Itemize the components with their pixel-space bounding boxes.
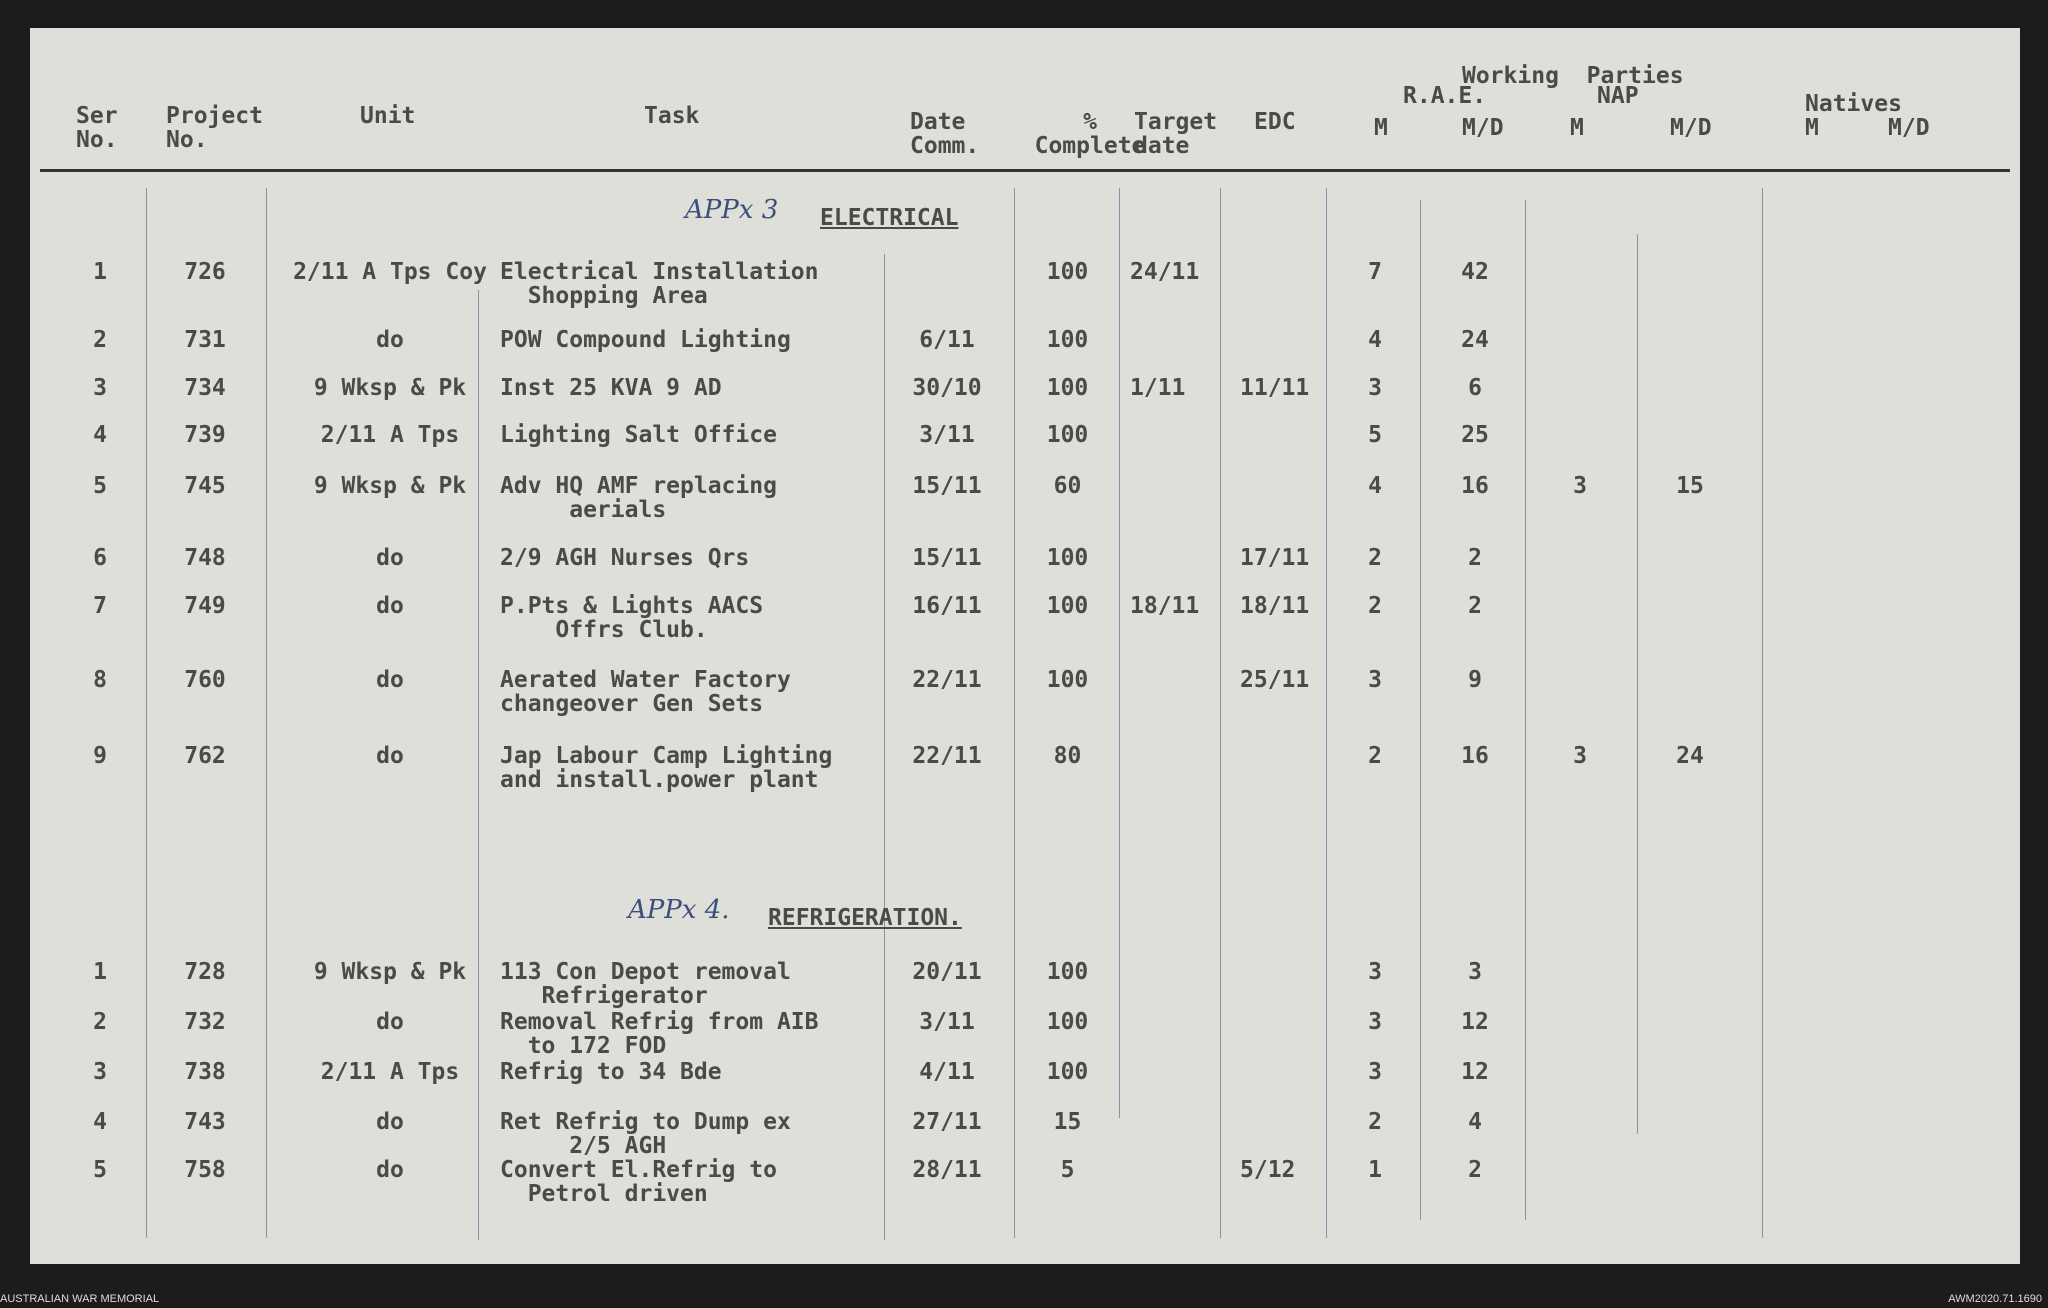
cell-date: 3/11 — [919, 422, 975, 448]
cell-ser: 4 — [93, 422, 107, 448]
cell-ser: 5 — [93, 1157, 107, 1183]
column-rule — [1326, 188, 1327, 1238]
header-pct-complete: % Complete — [1034, 109, 1146, 159]
cell-unit: do — [376, 1109, 404, 1135]
cell-unit: 9 Wksp & Pk — [313, 959, 467, 985]
cell-date: 15/11 — [912, 473, 982, 499]
cell-date: 3/11 — [919, 1009, 975, 1035]
cell-proj: 739 — [184, 422, 226, 448]
section-title-electrical: ELECTRICAL — [820, 205, 959, 231]
cell-ser: 2 — [93, 327, 107, 353]
cell-proj: 731 — [184, 327, 226, 353]
cell-md: 16 — [1461, 743, 1489, 769]
cell-unit: do — [376, 545, 404, 571]
cell-task: Electrical Installation Shopping Area — [500, 259, 819, 309]
cell-md: 2 — [1468, 1157, 1482, 1183]
cell-proj: 762 — [184, 743, 226, 769]
cell-task: Adv HQ AMF replacing aerials — [500, 473, 777, 523]
cell-date: 22/11 — [912, 667, 982, 693]
cell-date: 15/11 — [912, 545, 982, 571]
section-title-refrigeration: REFRIGERATION. — [768, 905, 962, 931]
cell-proj: 728 — [184, 959, 226, 985]
cell-proj: 726 — [184, 259, 226, 285]
cell-proj: 745 — [184, 473, 226, 499]
cell-m: 3 — [1368, 667, 1382, 693]
cell-md: 24 — [1461, 327, 1489, 353]
cell-proj: 748 — [184, 545, 226, 571]
cell-m: 3 — [1368, 1009, 1382, 1035]
appx-3-annotation: APPx 3 — [685, 195, 779, 225]
cell-proj: 749 — [184, 593, 226, 619]
cell-m: 4 — [1368, 327, 1382, 353]
cell-md: 4 — [1468, 1109, 1482, 1135]
cell-proj: 732 — [184, 1009, 226, 1035]
cell-ser: 8 — [93, 667, 107, 693]
cell-nm: 3 — [1573, 743, 1587, 769]
cell-unit: do — [376, 593, 404, 619]
cell-date: 20/11 — [912, 959, 982, 985]
cell-m: 2 — [1368, 593, 1382, 619]
cell-edc: 11/11 — [1240, 375, 1310, 401]
cell-md: 16 — [1461, 473, 1489, 499]
cell-m: 3 — [1368, 959, 1382, 985]
column-rule — [1762, 188, 1763, 1238]
cell-date: 30/10 — [912, 375, 982, 401]
cell-ser: 4 — [93, 1109, 107, 1135]
column-rule — [1420, 200, 1421, 1220]
cell-pct: 100 — [1046, 1009, 1089, 1035]
appx-4-annotation: APPx 4. — [628, 895, 730, 925]
header-nap: NAP — [1597, 83, 1639, 109]
column-rule — [146, 188, 147, 1238]
header-rule — [40, 169, 2010, 172]
cell-pct: 100 — [1046, 593, 1089, 619]
cell-md: 12 — [1461, 1009, 1489, 1035]
cell-proj: 738 — [184, 1059, 226, 1085]
cell-ser: 2 — [93, 1009, 107, 1035]
cell-md: 9 — [1468, 667, 1482, 693]
footer-right: AWM2020.71.1690 — [1948, 1293, 2042, 1305]
cell-task: Jap Labour Camp Lighting and install.power plant — [500, 743, 833, 793]
column-rule — [1220, 188, 1221, 1238]
cell-pct: 60 — [1053, 473, 1082, 499]
header-natives: Natives — [1805, 91, 1902, 117]
cell-unit: 9 Wksp & Pk — [313, 375, 467, 401]
cell-target: 18/11 — [1130, 593, 1200, 619]
cell-proj: 734 — [184, 375, 226, 401]
header-unit: Unit — [360, 103, 416, 129]
header-project-no: Project No. — [166, 103, 263, 153]
cell-m: 3 — [1368, 375, 1382, 401]
cell-nmd: 15 — [1676, 473, 1704, 499]
footer-left: AUSTRALIAN WAR MEMORIAL — [0, 1293, 160, 1305]
cell-md: 2 — [1468, 593, 1482, 619]
cell-task: 113 Con Depot removal Refrigerator — [500, 959, 791, 1009]
cell-pct: 100 — [1046, 375, 1089, 401]
header-rae: R.A.E. — [1403, 83, 1487, 109]
cell-ser: 3 — [93, 375, 107, 401]
cell-nmd: 24 — [1676, 743, 1704, 769]
document-page — [30, 28, 2020, 1264]
cell-md: 12 — [1461, 1059, 1489, 1085]
cell-m: 3 — [1368, 1059, 1382, 1085]
cell-ser: 3 — [93, 1059, 107, 1085]
cell-date: 6/11 — [919, 327, 975, 353]
column-rule — [1637, 234, 1638, 1134]
cell-unit: do — [376, 743, 404, 769]
cell-ser: 1 — [93, 259, 107, 285]
cell-unit: do — [376, 1157, 404, 1183]
cell-date: 16/11 — [912, 593, 982, 619]
cell-pct: 5 — [1060, 1157, 1075, 1183]
header-target-date: Target date — [1134, 109, 1218, 159]
cell-task: Inst 25 KVA 9 AD — [500, 375, 722, 401]
cell-task: Refrig to 34 Bde — [500, 1059, 722, 1085]
cell-task: Convert El.Refrig to Petrol driven — [500, 1157, 777, 1207]
cell-md: 42 — [1461, 259, 1489, 285]
cell-proj: 760 — [184, 667, 226, 693]
cell-md: 6 — [1468, 375, 1482, 401]
cell-pct: 80 — [1053, 743, 1082, 769]
header-ser-no: Ser No. — [76, 103, 118, 153]
cell-ser: 1 — [93, 959, 107, 985]
cell-pct: 15 — [1053, 1109, 1082, 1135]
header-working-parties: Working Parties — [1462, 63, 1684, 89]
cell-unit: 2/11 A Tps Coy — [293, 259, 487, 285]
cell-m: 1 — [1368, 1157, 1382, 1183]
column-rule — [1014, 188, 1015, 1238]
cell-edc: 18/11 — [1240, 593, 1310, 619]
cell-proj: 758 — [184, 1157, 226, 1183]
cell-unit: do — [376, 1009, 404, 1035]
cell-m: 7 — [1368, 259, 1382, 285]
cell-unit: 2/11 A Tps — [320, 422, 460, 448]
cell-target: 24/11 — [1130, 259, 1200, 285]
header-edc: EDC — [1254, 109, 1296, 135]
cell-ser: 9 — [93, 743, 107, 769]
cell-md: 3 — [1468, 959, 1482, 985]
cell-edc: 25/11 — [1240, 667, 1310, 693]
header-md-rae: M/D — [1462, 115, 1504, 141]
header-m-natives: M — [1805, 115, 1819, 141]
cell-ser: 6 — [93, 545, 107, 571]
column-rule — [266, 188, 267, 1238]
cell-unit: do — [376, 667, 404, 693]
cell-date: 27/11 — [912, 1109, 982, 1135]
cell-edc: 5/12 — [1240, 1157, 1296, 1183]
cell-task: 2/9 AGH Nurses Qrs — [500, 545, 750, 571]
cell-date: 22/11 — [912, 743, 982, 769]
cell-md: 25 — [1461, 422, 1489, 448]
cell-task: POW Compound Lighting — [500, 327, 791, 353]
cell-task: Lighting Salt Office — [500, 422, 777, 448]
cell-unit: do — [376, 327, 404, 353]
cell-m: 5 — [1368, 422, 1382, 448]
header-md-nap: M/D — [1670, 115, 1712, 141]
cell-m: 4 — [1368, 473, 1382, 499]
column-rule — [1119, 188, 1120, 1118]
cell-target: 1/11 — [1130, 375, 1186, 401]
header-md-natives: M/D — [1888, 115, 1930, 141]
cell-pct: 100 — [1046, 1059, 1089, 1085]
cell-ser: 5 — [93, 473, 107, 499]
cell-pct: 100 — [1046, 667, 1089, 693]
header-date-comm: Date Comm. — [910, 109, 980, 159]
cell-task: Ret Refrig to Dump ex 2/5 AGH — [500, 1109, 791, 1159]
cell-date: 4/11 — [919, 1059, 975, 1085]
cell-unit: 2/11 A Tps — [320, 1059, 460, 1085]
cell-pct: 100 — [1046, 422, 1089, 448]
cell-proj: 743 — [184, 1109, 226, 1135]
cell-pct: 100 — [1046, 327, 1089, 353]
cell-task: P.Pts & Lights AACS Offrs Club. — [500, 593, 764, 643]
cell-pct: 100 — [1046, 545, 1089, 571]
cell-unit: 9 Wksp & Pk — [313, 473, 467, 499]
cell-task: Aerated Water Factory changeover Gen Sets — [500, 667, 791, 717]
header-m-nap: M — [1570, 115, 1584, 141]
cell-task: Removal Refrig from AIB to 172 FOD — [500, 1009, 819, 1059]
cell-pct: 100 — [1046, 259, 1089, 285]
cell-nm: 3 — [1573, 473, 1587, 499]
cell-m: 2 — [1368, 545, 1382, 571]
cell-m: 2 — [1368, 1109, 1382, 1135]
header-task: Task — [644, 103, 700, 129]
cell-md: 2 — [1468, 545, 1482, 571]
header-m-rae: M — [1374, 115, 1388, 141]
column-rule — [1525, 200, 1526, 1220]
cell-date: 28/11 — [912, 1157, 982, 1183]
cell-edc: 17/11 — [1240, 545, 1310, 571]
cell-m: 2 — [1368, 743, 1382, 769]
cell-pct: 100 — [1046, 959, 1089, 985]
cell-ser: 7 — [93, 593, 107, 619]
